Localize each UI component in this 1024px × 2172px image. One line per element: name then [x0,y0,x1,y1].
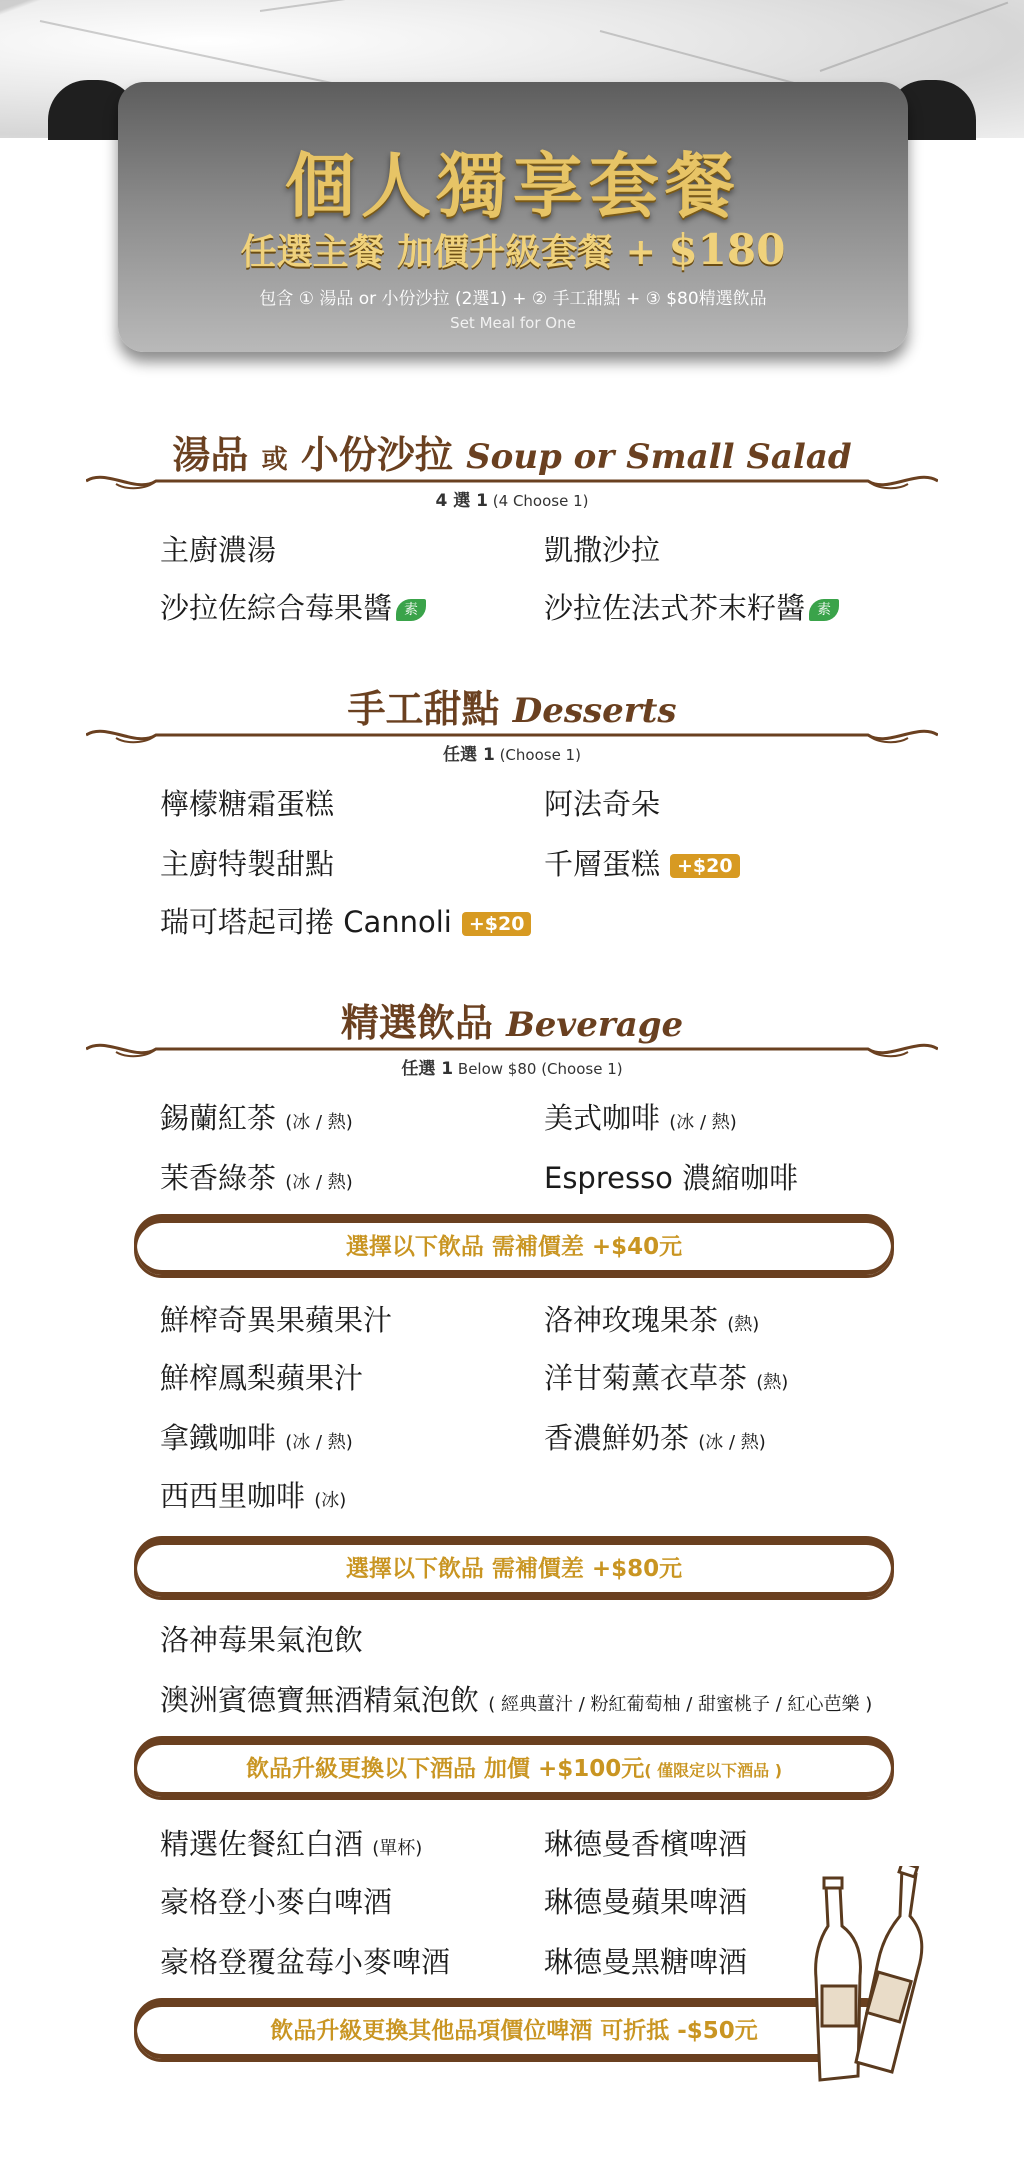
menu-item: 洛神玫瑰果茶 (熱) [544,1303,760,1337]
menu-item: 豪格登覆盆莓小麥啤酒 [160,1945,451,1979]
banner-subtitle: 任選主餐 加價升級套餐 + $180 [240,225,786,274]
menu-item: 鮮榨奇異果蘋果汁 [160,1303,393,1337]
menu-item: 瑞可塔起司捲 Cannoli +$20 [160,900,531,941]
menu-item: 千層蛋糕 +$20 [544,842,740,883]
discount-bar-50: 飲品升級更換其他品項價位啤酒 可折抵 -$50元 [134,2004,894,2062]
menu-item: 洋甘菊薰衣草茶 (熱) [544,1361,789,1395]
menu-item: 澳洲賓德寶無酒精氣泡飲 ( 經典薑汁 / 粉紅葡萄柚 / 甜蜜桃子 / 紅心芭樂 ) [160,1683,873,1717]
menu-item: 主廚特製甜點 [160,847,335,881]
menu-item: 美式咖啡 (冰 / 熱) [544,1101,737,1135]
menu-item: 拿鐵咖啡 (冰 / 熱) [160,1421,353,1455]
banner-title: 個人獨享套餐 [285,144,741,227]
price-badge: +$20 [462,912,532,936]
menu-item: 凱撒沙拉 [544,533,661,567]
menu-item: 鮮榨鳳梨蘋果汁 [160,1361,364,1395]
menu-item: 精選佐餐紅白酒 (單杯) [160,1827,423,1861]
menu-item: 錫蘭紅茶 (冰 / 熱) [160,1101,353,1135]
beverage-section-title: 精選飲品 Beverage [340,1000,684,1045]
banner-price: $180 [668,225,786,274]
banner-english: Set Meal for One [450,314,576,332]
beer-bottles-icon [806,1866,946,2096]
dessert-choose: 任選 1 (Choose 1) [443,745,581,765]
menu-item: 琳德曼黑糖啤酒 [544,1945,748,1979]
menu-item: 西西里咖啡 (冰) [160,1479,347,1513]
upcharge-bar-100: 飲品升級更換以下酒品 加價 +$100元( 僅限定以下酒品 ) [134,1742,894,1800]
beverage-choose: 任選 1 Below $80 (Choose 1) [401,1059,623,1079]
menu-item: 主廚濃湯 [160,533,277,567]
upcharge-bar-40: 選擇以下飲品 需補價差 +$40元 [134,1220,894,1278]
soup-choose: 4 選 1 (4 Choose 1) [435,491,589,511]
menu-item: 琳德曼蘋果啤酒 [544,1885,748,1919]
menu-item: 阿法奇朵 [544,787,661,821]
banner-includes: 包含 ① 湯品 or 小份沙拉 (2選1) + ② 手工甜點 + ③ $80精選飲品 [259,289,767,309]
menu-item: Espresso 濃縮咖啡 [544,1161,799,1195]
menu-item: 茉香綠茶 (冰 / 熱) [160,1161,353,1195]
leaf-icon: 素 [809,599,839,621]
set-meal-banner [118,82,908,352]
menu-item: 洛神莓果氣泡飲 [160,1623,364,1657]
menu-item: 沙拉佐綜合莓果醬 素 [160,586,426,627]
upcharge-bar-80: 選擇以下飲品 需補價差 +$80元 [134,1542,894,1600]
menu-item: 檸檬糖霜蛋糕 [160,787,335,821]
price-badge: +$20 [670,854,740,878]
menu-item: 沙拉佐法式芥末籽醬 素 [544,586,839,627]
menu-item: 香濃鮮奶茶 (冰 / 熱) [544,1421,766,1455]
menu-item: 豪格登小麥白啤酒 [160,1885,393,1919]
leaf-icon: 素 [396,599,426,621]
soup-title: 湯品 或 小份沙拉 Soup or Small Salad [172,432,852,477]
dessert-section-title: 手工甜點 Desserts [347,686,677,731]
menu-item: 琳德曼香檳啤酒 [544,1827,748,1861]
